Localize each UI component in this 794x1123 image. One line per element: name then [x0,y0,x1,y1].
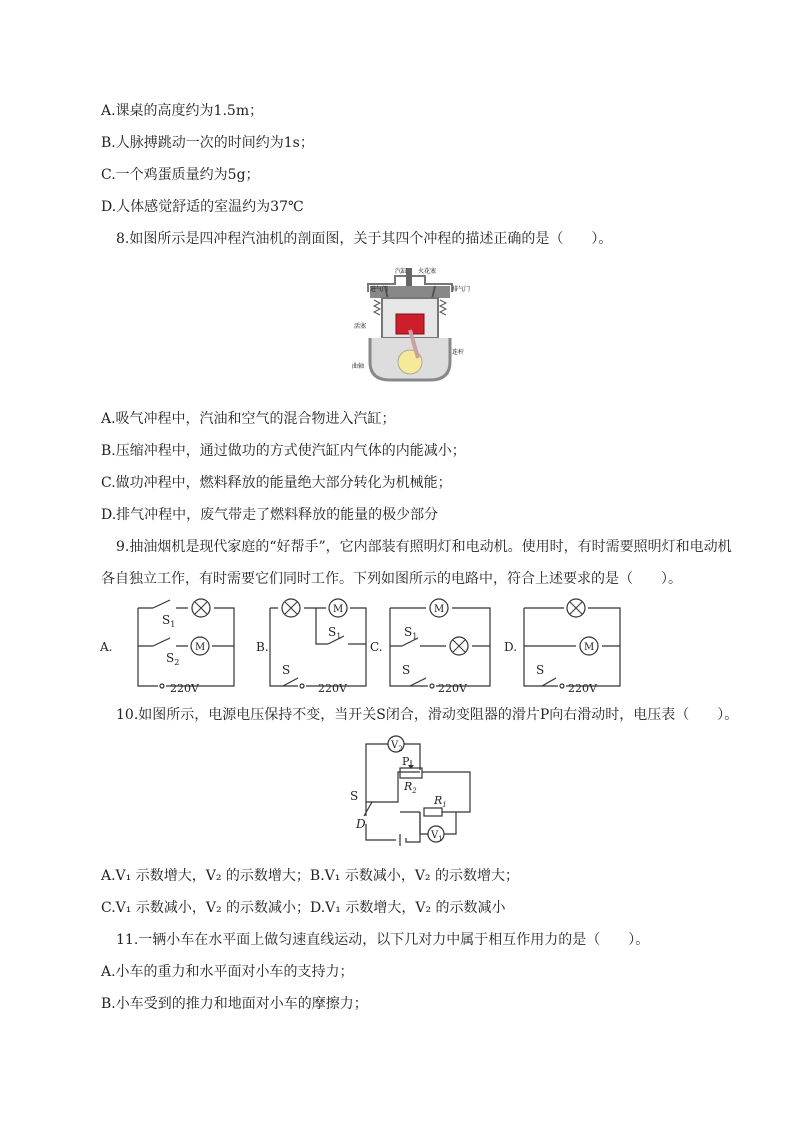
piston-label: 活塞 [354,323,367,330]
voltage-label-d: 220V [568,682,597,695]
switch-label-c: S [402,663,411,677]
source-d-label: D [356,817,366,831]
voltmeter-1-label: $V_1$ [431,830,443,843]
switch-label-c1: $S_1$ [404,625,418,641]
q9-option-b-label: B. [256,640,269,654]
q8-stem: 8.如图所示是四冲程汽油机的剖面图，关于其四个冲程的描述正确的是（ ）。 [116,231,613,247]
motor-label-a: M [195,642,206,653]
q7-option-d: D.人体感觉舒适的室温约为37℃ [101,199,304,215]
switch-label-d: S [536,663,545,677]
spark-plug-label: 火花塞 [418,268,437,275]
q9-stem-line2: 各自独立工作，有时需要它们同时工作。下列如图所示的电路中，符合上述要求的是（ ）。 [101,571,682,587]
r1-label: $R_1$ [434,794,447,809]
circuit-options [98,596,638,696]
exhaust-valve-label: 排气门 [452,286,471,293]
voltage-label-b: 220V [318,682,347,695]
slider-p-label: P [402,755,410,768]
switch-label-b1: $S_1$ [328,625,342,641]
q11-option-a: A.小车的重力和水平面对小车的支持力； [101,964,354,980]
switch-label-b: S [282,663,291,677]
motor-label-c: M [434,604,445,615]
motor-label-d: M [584,642,595,653]
q10-stem: 10.如图所示，电源电压保持不变，当开关S闭合，滑动变阻器的滑片P向右滑动时，电压表（ ）。 [116,707,739,723]
q8-option-d: D.排气冲程中，废气带走了燃料释放的能量的极少部分 [101,507,439,523]
q7-option-a: A.课桌的高度约为1.5m； [101,103,264,119]
q9-option-d-label: D. [504,640,518,654]
q8-option-c: C.做功冲程中，燃料释放的能量绝大部分转化为机械能； [101,475,452,491]
motor-label-b: M [333,604,344,615]
r2-label: $R_2$ [404,780,417,795]
q11-stem: 11.一辆小车在水平面上做匀速直线运动，以下几对力中属于相互作用力的是（ ）。 [116,932,650,948]
rod-label: 连杆 [452,349,465,356]
q8-option-b: B.压缩冲程中，通过做功的方式使汽缸内气体的内能减小； [101,443,466,459]
voltage-label-c: 220V [438,682,467,695]
cylinder-label: 汽缸 [395,268,408,275]
q11-option-b: B.小车受到的推力和地面对小车的摩擦力； [101,996,368,1012]
q9-stem-line1: 9.抽油烟机是现代家庭的“好帮手”，它内部装有照明灯和电动机。使用时，有时需要照明灯和电动机 [116,539,732,555]
rheostat-circuit [340,732,490,858]
engine-diagram [340,262,480,382]
q8-option-a: A.吸气冲程中，汽油和空气的混合物进入汽缸； [101,411,396,427]
q9-option-c-label: C. [370,640,383,654]
q7-option-b: B.人脉搏跳动一次的时间约为1s； [101,135,314,151]
voltmeter-2-label: $V_2$ [391,740,403,753]
crank-label: 曲轴 [352,363,365,370]
switch-label-a1: $S_1$ [162,613,176,629]
switch-s-label: S [350,789,359,803]
q7-option-c: C.一个鸡蛋质量约为5g； [101,167,260,183]
switch-label-a2: $S_2$ [166,651,180,667]
q10-options-row1: A.V₁ 示数增大，V₂ 的示数增大；B.V₁ 示数减小，V₂ 的示数增大； [101,868,519,884]
q9-option-a-label: A. [100,640,113,654]
intake-valve-label: 进气门 [370,286,389,293]
q10-options-row2: C.V₁ 示数减小，V₂ 的示数减小；D.V₁ 示数增大，V₂ 的示数减小 [101,900,506,916]
voltage-label-a: 220V [170,682,199,695]
